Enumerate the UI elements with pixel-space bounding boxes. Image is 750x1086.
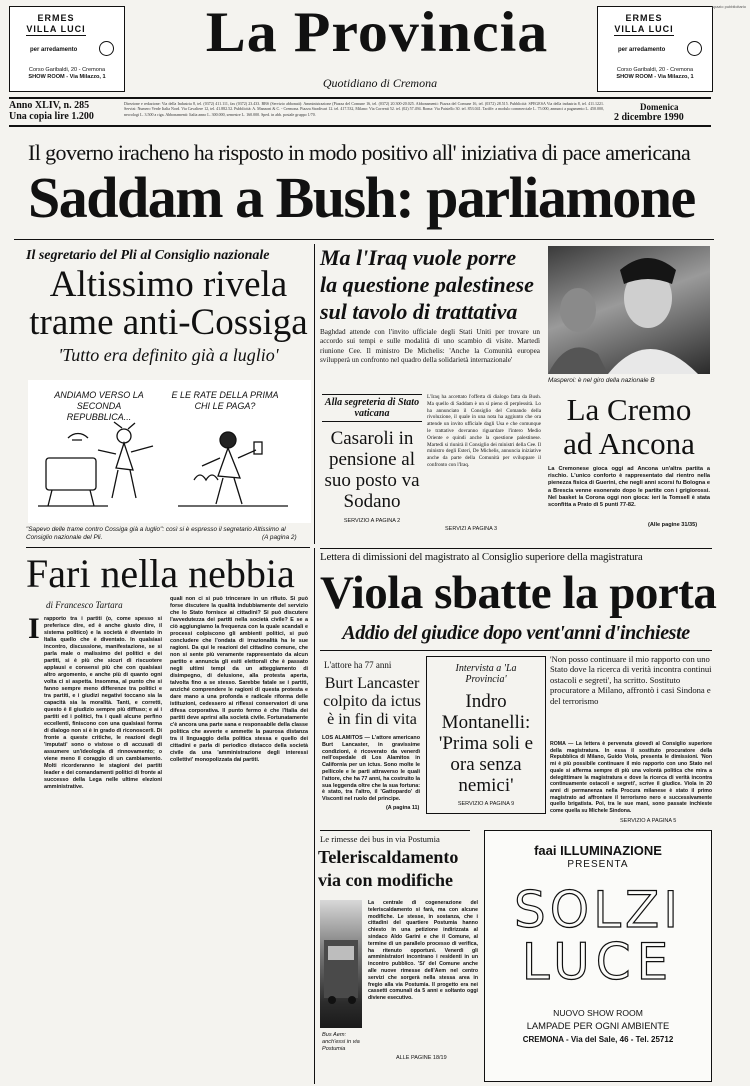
info-rule xyxy=(9,125,711,127)
date-day: Domenica xyxy=(640,102,679,112)
viola-kicker: Lettera di dimissioni del magistrato al Consiglio superiore della magistratura xyxy=(320,551,643,563)
ad-solzi-show1: NUOVO SHOW ROOM xyxy=(553,1008,643,1018)
ad-right-ermes-villa[interactable] xyxy=(597,4,746,92)
bus-body: La centrale di cogenerazione del teleriscaldamento si farà, ma con alcune modifiche. Le stesse, in sostanza, che i cittadini del quartiere Postumia hanno chiesto in una petizione indirizzata al sindaco Aldo Garini e che il Comune, al termine di un parallelo processo di verifica, ha ritenuto opportuni. Venerdì gli amministratori incontrano i residenti in un incontro pubblico. 'Si' del Comune anche alle nuove rimesse dell'Aem nel centro servizi che sorgerà nella stessa area in fregio alla via Postumia. Il progetto era nei cassetti comunali da 5 anni e soltanto oggi diviene esecutivo. xyxy=(368,900,478,1002)
iraq-title-1: Ma l'Iraq vuole porre xyxy=(320,245,517,270)
cremo-body: La Cremonese gioca oggi ad Ancona un'altra partita a rischio. L'unico conforto è rappresentato dal rientro nella pienezza fisica di Guerini, che negli anni scorsi fu Bologna e a Brescia venne esonerato dopo le partite con i grigiorossi. Nel basket la Corona oggi non gioca: ieri la Tomsell è stata sconfitta a Prato di 5 punti 77-82. xyxy=(548,466,710,509)
bus-title-2: via con modifiche xyxy=(318,870,453,890)
viola-top-rule xyxy=(320,548,712,549)
ad-solzi-logo-top: SOLZI xyxy=(514,881,682,939)
viola-subtitle: Addio del giudice dopo vent'anni d'inchieste xyxy=(342,622,690,644)
iraq-title-2: la questione palestinese xyxy=(320,272,534,297)
cremo-title-1: La Cremo xyxy=(566,392,692,427)
cartoon-bubble-left: ANDIAMO VERSO LA SECONDA REPUBBLICA... xyxy=(54,390,144,422)
ad-solzi-show2: LAMPADE PER OGNI AMBIENTE xyxy=(526,1020,670,1031)
fari-author: di Francesco Tartara xyxy=(46,600,123,610)
viola-title: Viola sbatte la porta xyxy=(320,567,717,619)
cossiga-caption: "Sapevo delle trame contro Cossiga già a luglio": così si è espresso il segretario Altissimo al Consiglio nazionale del Pli. xyxy=(26,526,286,541)
lancaster-kicker: L'attore ha 77 anni xyxy=(324,660,392,670)
montanelli-ref: SERVIZIO A PAGINA 9 xyxy=(457,801,515,807)
fari-title: Fari nella nebbia xyxy=(26,551,295,596)
ad-right-brand: ERMES VILLA LUCI xyxy=(614,13,674,34)
cremo-ref: (Alle pagine 31/35) xyxy=(648,522,698,528)
ad-solzi-logo-bottom: LUCE xyxy=(521,933,675,991)
cossiga-title-2: trame anti-Cossiga xyxy=(29,302,308,343)
lancaster-title: Burt Lancaster colpito da ictus è in fin di vita xyxy=(323,675,421,728)
iraq-lead: Baghdad attende con l'invito ufficiale degli Stati Uniti per trovare un accordo sui tempi e sulle modalità di uno scambio di visite. Martedì riunione Cee. Il ministro De Michelis: 'Anche la Comunità europea svilupperà un confronto nel quadro della solidarietà internazionale' xyxy=(320,328,540,365)
bus-top-rule xyxy=(320,830,470,831)
cartoon-figure-right xyxy=(178,432,288,506)
cremo-photo xyxy=(548,246,710,374)
bus-photo xyxy=(320,900,362,1028)
headline-rule xyxy=(14,239,714,240)
cossiga-kicker: Il segretario del Pli al Consiglio nazionale xyxy=(26,248,270,263)
ad-left-showroom: SHOW ROOM - Via Milazzo, 1 xyxy=(28,74,106,80)
issue-price: Una copia lire 1.200 xyxy=(9,111,94,122)
issue-number: Anno XLIV, n. 285 xyxy=(9,100,90,111)
ad-right-showroom: SHOW ROOM - Via Milazzo, 1 xyxy=(616,74,694,80)
ad-left-ermes-villa[interactable] xyxy=(9,6,125,92)
iraq-body: L'Iraq ha accettato l'offerta di dialogo fatta da Bush. Ma quello di Saddam è un sì pieno di perplessità. Lo ha annunciato il Consiglio del Comando della rivoluzione, il quale in una nota ha aggiunto che ora attende un invito ufficiale dagli Usa e che comunque le trattative dovranno riguardare l'intero Medio Oriente e quindi anche la questione palestinese. Martedì si riunirà il Consiglio dei ministri della Cee. Il ministro degli Esteri, De Michelis, annuncia iniziative anche da parte della Comunità per sviluppare il confronto con l'Iraq. xyxy=(427,394,541,468)
fari-drop-cap: I xyxy=(28,612,40,645)
iraq-ref: SERVIZI A PAGINA 3 xyxy=(445,526,498,532)
ad-left-brand: ERMES VILLA LUCI xyxy=(26,13,86,34)
cartoon-bubble-right: E LE RATE DELLA PRIMA CHI LE PAGA? xyxy=(171,390,279,411)
cremo-photo-figure xyxy=(548,246,710,374)
lancaster-ref: (A pagina 11) xyxy=(386,805,420,811)
vatican-title: Casaroli in pensione al suo posto va Sodano xyxy=(324,428,420,512)
montanelli-kicker: Intervista a 'La Provincia' xyxy=(455,663,517,685)
vatican-kicker: Alla segreteria di Stato vaticana xyxy=(322,394,422,422)
cartoon-figure-left xyxy=(38,422,153,506)
cossiga-caption-ref: (A pagina 2) xyxy=(262,534,297,541)
ad-solzi-line2: PRESENTA xyxy=(567,859,629,870)
viola-mid-rule xyxy=(320,650,712,651)
bus-kicker: Le rimesse dei bus in via Postumia xyxy=(320,834,440,844)
ad-right-logo-icon xyxy=(687,41,702,56)
ad-solzi-luce[interactable] xyxy=(484,830,712,1082)
center-column-rule xyxy=(314,244,315,544)
ad-solzi-show3: CREMONA - Via del Sale, 46 - Tel. 25712 xyxy=(522,1035,674,1044)
headline-main: Saddam a Bush: parliamone xyxy=(28,165,695,230)
cartoon-drawing xyxy=(28,380,311,523)
montanelli-box xyxy=(426,656,546,814)
masthead-rule xyxy=(9,97,711,99)
ad-right-note: spazio pubblicitario xyxy=(711,4,746,9)
vatican-box xyxy=(322,394,422,528)
fari-col-2: quali non ci si può trincerare in un rifiuto. Si può forse discutere la qualità indubbiamente del servizio che lo Stato fornisce ai cittadini? Si può discutere l'avvedutezza dei partiti nella società civile? E se a ciò aggiungiamo la frequenza con la quale scandali e processi colpiscono gli ambienti politici, si può concludere che l'ondata di irrazionalità ha le sue ragioni. Da qui le reazioni del cittadino comune, che non si sente più veramente rappresentato da alcun partito e annuncia gli esiti elettorali che è passato negli ultimi tempi da un atteggiamento di disimpegno, di delusione, alla protesta aperta, talvolta fino a se stesso. Sarebbe fatale se i partiti, anziché comprendere le ragioni di questa protesta e dare mano a una profonda e radicale riforma delle istituzioni, cedessero ai riflessi conservatori di una difesa corporativa. Il punto fermo è che l'Italia dei partiti deve aprirsi alla società civile. Fortunatamente c'è ancora una parte sana e responsabile della classe politica che avverte e ammette la paurosa distanza tra il linguaggio della politica stessa e quello dei cittadini e parla di periodico distacco della società civile da una 'amministrazione degli interessi collettivi' monopolizzata dai partiti. xyxy=(170,596,308,763)
ad-left-tagline: per arredamento xyxy=(30,47,78,53)
ad-right-tagline: per arredamento xyxy=(618,47,666,53)
montanelli-title: Indro Montanelli: 'Prima soli e ora senza nemici' xyxy=(438,691,534,796)
ad-solzi-line1: faai ILLUMINAZIONE xyxy=(534,843,662,858)
bus-title-1: Teleriscaldamento xyxy=(318,847,459,867)
masthead-title: La Provincia xyxy=(205,0,549,64)
fari-col-1: rapporto tra i partiti (o, come spesso si preferisce dire, ed è anche giusto dire, il sistema politico) e la società è diventato in Italia quello che è diventato. In qualsiasi incontro, discussione, manifestazione, se si parla male o malissimo dei politici e dei partiti, si è più che sicuri di riscuotere applausi e consensi più che con qualsiasi altro argomento, e anche più di quanto ogni volta ci si aspetta. Insomma, al punto che si fanno sempre meno differenze tra politici e tra partiti, e i giudizi negativi toccano sia la capacità sia la moralità. Tanti, e corretti, questo è il giudizio sempre più diffuso; e ai i partiti ed i politici, fra i quali alcune perfino eccellenti, finiscono con una qualsiasi forma di dialogo non si è in grado di riconoscerli. Di fronte a queste critiche, le reazioni degli 'imputati' sono o vistose o di accusati di assumere un'ideologia di rinnovamento; o viene meno il coraggio di un cambiamento. Molti ricorderanno le stagioni dei partiti leader e dei comandamenti politici di fronte al successo della Lega nelle ultime elezioni amministrative. xyxy=(44,616,162,790)
info-strip: Direzione e redazione: Via della Industria 8, tel. (0372) 411.111, fax (0372) 23.433. BBS (Servizio abbonati): Amministrazione (Piazza del Comune 16, tel. (0372) 20.300-20.025. Abbonamenti: Piazza del Comune 16, tel. (0372) 28.515. Pubblicità: SPEGESA Via della industria 8, tel. 411.1221. Servizi: Numero Verde Italia Nord. Via Cavaliere 12, tel. 41.882.52. Pubblicità: A. Manzoni & C. - Cremona. Piazza Stradivari 12. tel. 417.532, Milano: Via Correnti 52. tel. (02) 57.494. Roma: Via Paisiello 30. tel. 853.041. Tariffe: a modulo commerciale L. 75.000, annunci a pagamento L. 450.000, necrologi L. 3.500 a riga. Abbonamenti: Italia anno L. 300.000, semestre L. 160.000. Sped. in abb. postale gruppo 1/70. xyxy=(124,101,604,117)
bus-photo-figure xyxy=(320,900,362,1028)
cremo-title-2: ad Ancona xyxy=(563,426,695,461)
ad-left-logo-icon xyxy=(99,41,114,56)
ad-left-address: Corso Garibaldi, 20 - Cremona xyxy=(28,67,106,73)
masthead-subtitle: Quotidiano di Cremona xyxy=(322,76,438,90)
viola-ref: SERVIZIO A PAGINA 5 xyxy=(620,818,677,824)
vatican-ref: SERVIZIO A PAGINA 2 xyxy=(343,518,401,524)
ad-right-address: Corso Garibaldi, 20 - Cremona xyxy=(616,67,694,73)
headline-kicker: Il governo iracheno ha risposto in modo positivo all' iniziativa di pace americana xyxy=(28,140,691,165)
viola-quote: 'Non posso continuare il mio rapporto con uno Stato dove la ricerca di verità incontra continui ostacoli e segreti', ha scritto. Sostituto procuratore a Milano, affrontò i casi Sindona e del terrorismo xyxy=(550,654,712,706)
cossiga-cartoon xyxy=(28,380,311,523)
bus-photo-caption: Bus Aem: anch'essi in via Postumia xyxy=(322,1032,360,1052)
cossiga-quote: 'Tutto era definito già a luglio' xyxy=(58,345,279,365)
date-full: 2 dicembre 1990 xyxy=(614,112,684,123)
fari-top-rule xyxy=(26,547,310,548)
lancaster-body: LOS ALAMITOS — L'attore americano Burt Lancaster, in gravissime condizioni, è ricoverato da venerdì nell'ospedale di Los Alamitos in California per un ictus. Sono molte le pellicole e le parti attraverso le quali l'attore, che ha 77 anni, ha costruito la sua leggenda oltre che la sua fortuna: è stato, tra l'altro, il 'Gattopardo' di Visconti nel ruolo del principe. xyxy=(322,735,420,803)
viola-body: ROMA — La lettera è pervenuta giovedì al Consiglio superiore della magistratura. In essa il sostituto procuratore della Repubblica di Milano, Guido Viola, presenta le dimissioni. 'Non mi è più possibile continuare il mio rapporto con uno Stato nel quale si afferma sempre di più una volontà politica che mira a delegittimare la magistratura e dove la ricerca di verità incontra continuamente ostacoli e segreti', scrive il giudice. Viola in 20 anni di permanenza nella Procura milanese è stato il primo magistrato ad affrontare il terrorismo nero e successivamente quello brigatista. Poi, tra le sue mani, sono passate inchieste come quella su Michele Sindona. xyxy=(550,741,712,815)
cremo-photo-caption: Masperoi: è nel giro della nazionale B xyxy=(548,377,655,384)
iraq-title-3: sul tavolo di trattativa xyxy=(320,299,518,324)
bus-ref: ALLE PAGINE 18/19 xyxy=(396,1055,447,1061)
viola-left-rule xyxy=(314,548,315,1084)
cossiga-title-1: Altissimo rivela xyxy=(49,264,288,305)
